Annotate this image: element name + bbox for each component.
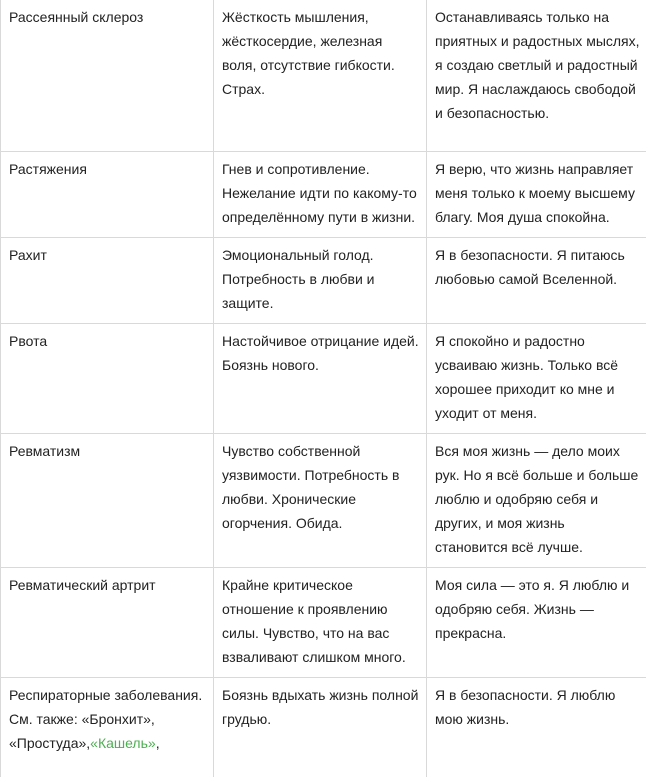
table-row [1, 152, 646, 238]
affirmation-cell: Останавливаясь только на приятных и радостных мыслях, я создаю светлый и радостный мир. Я наслаждаюсь свободой и безопасностью. [427, 0, 646, 152]
affirmation-cell: Моя сила — это я. Я люблю и одобряю себя. Жизнь — прекрасна. [427, 568, 646, 678]
table-row [1, 324, 646, 434]
cause-cell: Гнев и сопротивление. Нежелание идти по какому-то определённому пути в жизни. [214, 152, 427, 238]
cause-cell: Чувство собственной уязвимости. Потребность в любви. Хронические огорчения. Обида. [214, 434, 427, 568]
condition-cell [1, 678, 214, 777]
condition-text: Респираторные заболевания. См. также: «Бронхит», «Простуда», [9, 687, 202, 751]
affirmation-cell: Я в безопасности. Я питаюсь любовью самой Вселенной. [427, 238, 646, 324]
table-row [1, 568, 646, 678]
cough-link[interactable]: «Кашель» [90, 735, 156, 751]
table-row [1, 238, 646, 324]
affirmation-cell: Вся моя жизнь — дело моих рук. Но я всё больше и больше люблю и одобряю себя и других, и моя жизнь становится всё лучше. [427, 434, 646, 568]
condition-cell: Рассеянный склероз [1, 0, 214, 152]
cause-cell: Жёсткость мышления, жёсткосердие, железная воля, отсутствие гибкости. Страх. [214, 0, 427, 152]
affirmation-cell: Я в безопасности. Я люблю мою жизнь. [427, 678, 646, 777]
condition-cell: Рвота [1, 324, 214, 434]
condition-cell: Ревматизм [1, 434, 214, 568]
table-row [1, 0, 646, 152]
affirmation-cell: Я верю, что жизнь направляет меня только к моему высшему благу. Моя душа спокойна. [427, 152, 646, 238]
condition-tail: , [156, 735, 160, 751]
condition-cell: Ревматический артрит [1, 568, 214, 678]
table-row [1, 434, 646, 568]
table-row [1, 678, 646, 777]
cause-cell: Боязнь вдыхать жизнь полной грудью. [214, 678, 427, 777]
condition-cell: Растяжения [1, 152, 214, 238]
cause-cell: Эмоциональный голод. Потребность в любви и защите. [214, 238, 427, 324]
cause-cell: Крайне критическое отношение к проявлению силы. Чувство, что на вас взваливают слишком много. [214, 568, 427, 678]
cause-cell: Настойчивое отрицание идей. Боязнь нового. [214, 324, 427, 434]
condition-cell: Рахит [1, 238, 214, 324]
affirmation-cell: Я спокойно и радостно усваиваю жизнь. Только всё хорошее приходит ко мне и уходит от меня. [427, 324, 646, 434]
